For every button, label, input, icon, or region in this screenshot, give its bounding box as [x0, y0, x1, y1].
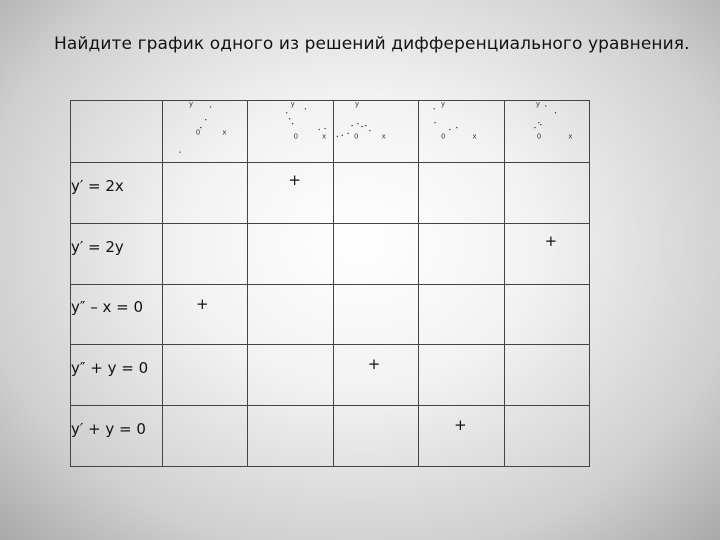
answer-cell-5-4[interactable] [419, 406, 504, 467]
answer-cell-2-2[interactable] [248, 223, 333, 284]
check-mark: + [367, 355, 381, 374]
answer-cell-2-1[interactable] [163, 223, 248, 284]
graph-cell-3 [333, 101, 418, 163]
check-mark: + [196, 294, 209, 313]
answer-cell-5-1[interactable] [163, 406, 248, 467]
graph-cell-1 [163, 101, 248, 163]
equation-row-3 [71, 284, 590, 345]
answer-cell-3-5[interactable] [504, 284, 589, 345]
graph-2-y-label: y [291, 101, 296, 108]
answer-cell-3-4[interactable] [419, 284, 504, 345]
task-title: Найдите график одного из решений дифференциального уравнения. [54, 34, 690, 54]
answer-cell-1-4[interactable] [419, 163, 504, 224]
graph-4-y-label: y [441, 101, 446, 108]
answer-cell-3-1[interactable] [163, 284, 248, 345]
graph-2-zero-label: 0 [294, 132, 299, 141]
check-mark: + [288, 171, 301, 189]
graph-thumbnail-4 [419, 101, 503, 162]
equation-label-1: y′ = 2x [71, 163, 163, 224]
answer-cell-4-3[interactable] [333, 345, 418, 406]
graph-thumbnail-3 [334, 101, 418, 162]
graph-5-zero-label: 0 [536, 132, 541, 141]
answer-cell-3-3[interactable] [333, 284, 418, 345]
equation-label-4: y″ + y = 0 [71, 345, 163, 406]
graph-1-y-label: y [188, 101, 194, 108]
equation-label-2: y′ = 2y [71, 223, 163, 284]
graph-3-y-label: y [354, 101, 359, 108]
answer-cell-5-5[interactable] [504, 406, 589, 467]
equation-label-5: y′ + y = 0 [71, 406, 163, 467]
equation-label-3: y″ – x = 0 [71, 284, 163, 345]
answer-cell-5-2[interactable] [248, 406, 333, 467]
graph-5-x-label: x [567, 132, 572, 141]
equation-row-2 [71, 223, 590, 284]
graph-5-y-label: y [535, 101, 540, 108]
graph-3-zero-label: 0 [353, 132, 359, 141]
answer-cell-1-5[interactable] [504, 163, 589, 224]
answer-cell-4-2[interactable] [248, 345, 333, 406]
answer-cell-5-3[interactable] [333, 406, 418, 467]
graph-cell-4 [419, 101, 504, 163]
check-mark: + [544, 231, 558, 250]
equation-row-4 [71, 345, 590, 406]
answer-cell-2-4[interactable] [419, 223, 504, 284]
graph-cell-5 [504, 101, 589, 163]
graph-4-zero-label: 0 [441, 132, 446, 141]
answer-cell-1-2[interactable] [248, 163, 333, 224]
graph-1-x-label: x [222, 128, 227, 137]
corner-cell [71, 101, 163, 163]
graph-3-x-label: x [381, 132, 386, 141]
answer-cell-2-5[interactable] [504, 223, 589, 284]
graph-header-row [71, 101, 590, 163]
equation-row-5 [71, 406, 590, 467]
check-mark: + [454, 416, 467, 435]
graph-2-x-label: x [322, 132, 327, 141]
answer-cell-4-4[interactable] [419, 345, 504, 406]
graph-thumbnail-5 [505, 101, 589, 162]
equation-row-1 [71, 163, 590, 224]
answer-cell-1-1[interactable] [163, 163, 248, 224]
answer-cell-4-1[interactable] [163, 345, 248, 406]
answer-table [70, 100, 590, 467]
answer-cell-3-2[interactable] [248, 284, 333, 345]
graph-cell-2 [248, 101, 333, 163]
answer-cell-1-3[interactable] [333, 163, 418, 224]
answer-cell-2-3[interactable] [333, 223, 418, 284]
graph-thumbnail-2 [248, 101, 332, 162]
graph-4-x-label: x [472, 132, 477, 141]
answer-cell-4-5[interactable] [504, 345, 589, 406]
graph-1-zero-label: 0 [195, 128, 201, 137]
graph-thumbnail-1 [163, 101, 247, 162]
